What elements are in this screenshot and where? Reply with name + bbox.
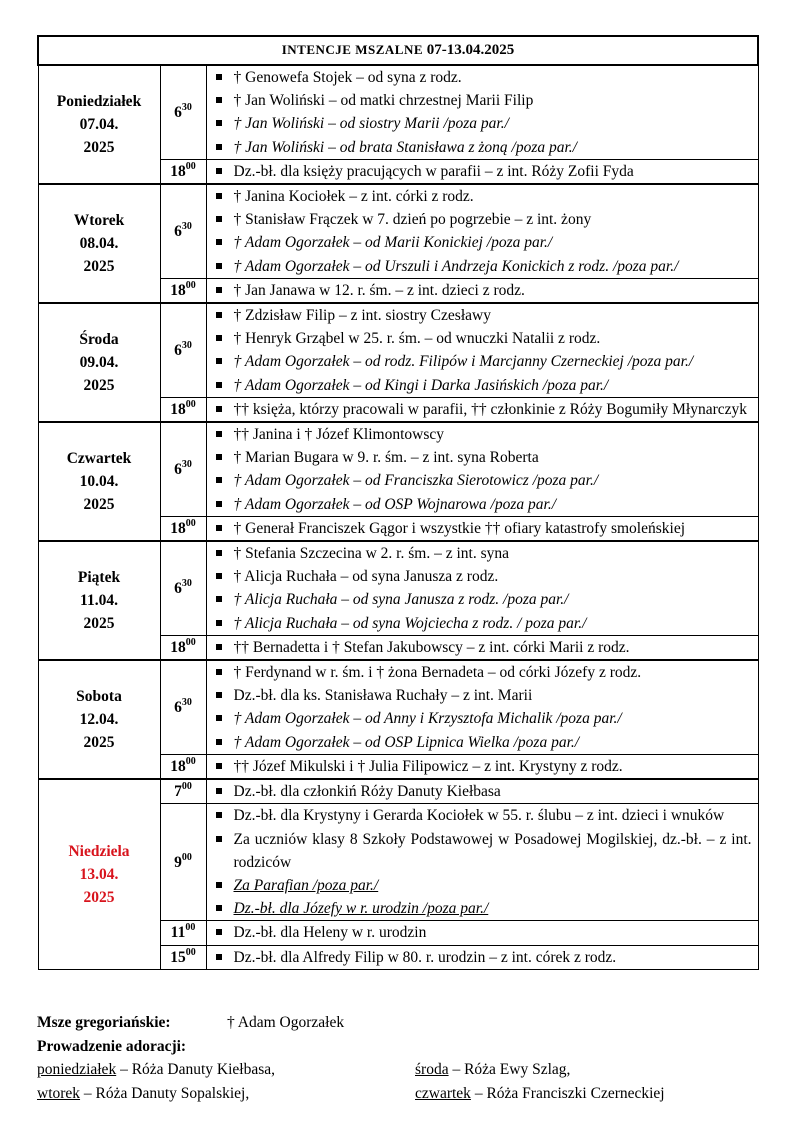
intentions-list (207, 804, 758, 920)
mass-time (160, 779, 206, 804)
mass-time (160, 184, 206, 278)
intention-item (207, 780, 758, 803)
adoration-who: – Róża Franciszki Czerneckiej (470, 1084, 665, 1102)
intention-text: † Adam Ogorzałek – od rodz. Filipów i Marcjanny Czerneckiej /poza par./ (233, 353, 694, 371)
intention-item (207, 804, 758, 827)
time-minutes: 30 (181, 220, 192, 232)
intention-text: †† księża, którzy pracowali w parafii, †† członkinie z Róży Bogumiły Młynarczyk (233, 400, 747, 418)
day-date: 09.04. (79, 354, 119, 372)
intention-text: † Adam Ogorzałek – od OSP Wojnarowa /poza par./ (233, 495, 557, 513)
intentions-cell (206, 541, 758, 635)
intention-text: † Alicja Ruchała – od syna Janusza z rodz. (233, 568, 499, 586)
intentions-list (207, 185, 758, 278)
adoration-row-1 (37, 1058, 757, 1082)
intentions-cell (206, 397, 758, 422)
day-cell (38, 65, 160, 184)
intentions-cell (206, 754, 758, 779)
mass-row (38, 660, 758, 754)
day-cell (38, 779, 160, 969)
intention-item (207, 828, 758, 874)
intention-item (207, 542, 758, 565)
mass-time (160, 278, 206, 303)
time-hour: 18 (170, 282, 186, 299)
intention-text: † Adam Ogorzałek – od OSP Lipnica Wielka /poza par./ (233, 733, 580, 751)
intention-item (207, 921, 758, 944)
intentions-list (207, 398, 758, 421)
intention-text: † Generał Franciszek Gągor i wszystkie †† ofiary katastrofy smoleńskiej (233, 519, 686, 537)
intention-item (207, 374, 758, 397)
table-title (38, 36, 758, 65)
intention-text: † Jan Woliński – od siostry Marii /poza par./ (233, 115, 509, 133)
intention-item (207, 897, 758, 920)
intention-item (207, 661, 758, 684)
intentions-list (207, 755, 758, 778)
day-date: 10.04. (79, 473, 119, 491)
intentions-list (207, 423, 758, 516)
mass-row (38, 541, 758, 635)
day-year: 2025 (83, 888, 115, 906)
intention-item (207, 255, 758, 278)
intention-item (207, 208, 758, 231)
adoration-day: poniedziałek (37, 1061, 117, 1078)
intentions-list (207, 279, 758, 302)
intention-item (207, 423, 758, 446)
time-hour: 6 (174, 342, 182, 360)
mass-time (160, 754, 206, 779)
intention-text: † Jan Janawa w 12. r. śm. – z int. dzieci z rodz. (233, 281, 525, 299)
time-hour: 18 (170, 520, 186, 538)
intention-text: Za uczniów klasy 8 Szkoły Podstawowej w Posadowej Mogilskiej, dz.-bł. – z int. rodziców (233, 830, 752, 871)
intention-text: † Genowefa Stojek – od syna z rodz. (233, 69, 462, 86)
day-name: Środa (79, 331, 119, 349)
adoration-day: czwartek (415, 1084, 471, 1102)
intention-text: † Janina Kociołek – z int. córki z rodz. (233, 188, 474, 206)
intention-item (207, 89, 758, 112)
day-name: Sobota (76, 688, 122, 706)
intention-text: † Jan Woliński – od brata Stanisława z żoną /poza par./ (233, 138, 577, 156)
title-text: INTENCJE MSZALNE (281, 42, 424, 57)
time-minutes: 00 (185, 636, 196, 648)
intention-text: † Marian Bugara w 9. r. śm. – z int. syna Roberta (233, 449, 539, 467)
time-hour: 18 (170, 639, 186, 657)
intention-text: †† Janina i † Józef Klimontowscy (233, 426, 445, 444)
intentions-cell (206, 921, 758, 945)
time-hour: 6 (174, 461, 182, 479)
time-minutes: 30 (181, 101, 192, 113)
mass-time (160, 804, 206, 921)
intentions-list (207, 160, 758, 183)
intentions-list (207, 661, 758, 754)
intentions-cell (206, 779, 758, 804)
day-cell (38, 184, 160, 303)
intention-item (207, 327, 758, 350)
time-minutes: 00 (185, 398, 196, 410)
intentions-cell (206, 516, 758, 541)
mass-time (160, 422, 206, 516)
intention-item (207, 160, 758, 183)
intention-item (207, 231, 758, 254)
intention-item (207, 565, 758, 588)
day-cell (38, 541, 160, 660)
time-minutes: 00 (185, 755, 196, 767)
intention-text: Dz.-bł. dla ks. Stanisława Ruchały – z int. Marii (233, 687, 533, 705)
intention-item (207, 755, 758, 778)
mass-time (160, 516, 206, 541)
intention-text: Dz.-bł. dla Krystyny i Gerarda Kociołek w 55. r. ślubu – z int. dzieci i wnuków (233, 807, 725, 825)
intentions-cell (206, 945, 758, 969)
day-name: Wtorek (73, 212, 125, 230)
intention-item (207, 493, 758, 516)
time-minutes: 30 (181, 458, 192, 470)
intention-item (207, 731, 758, 754)
mass-row (38, 779, 758, 804)
time-hour: 6 (174, 103, 182, 121)
intention-item (207, 517, 758, 540)
intention-item (207, 398, 758, 421)
intention-text: Dz.-bł. dla członkiń Róży Danuty Kiełbasa (233, 783, 501, 801)
adoration-who: – Róża Danuty Kiełbasa, (116, 1061, 276, 1078)
day-name: Piątek (77, 569, 121, 587)
time-hour: 18 (170, 162, 186, 180)
intention-item (207, 279, 758, 302)
adoration-heading-row (37, 1035, 757, 1059)
intention-item (207, 469, 758, 492)
intentions-list (207, 304, 758, 397)
time-minutes: 00 (185, 922, 196, 934)
intention-text: † Jan Woliński – od matki chrzestnej Marii Filip (233, 92, 534, 110)
time-minutes: 00 (185, 946, 196, 958)
intention-item (207, 684, 758, 707)
day-name: Niedziela (68, 842, 130, 860)
intention-text: † Henryk Grząbel w 25. r. śm. – od wnuczki Natalii z rodz. (233, 330, 601, 348)
mass-time (160, 159, 206, 184)
day-year: 2025 (83, 139, 115, 156)
time-hour: 6 (174, 223, 182, 240)
mass-time (160, 660, 206, 754)
footer (37, 1011, 757, 1105)
mass-time (160, 541, 206, 635)
intention-item (207, 946, 758, 969)
mass-row (38, 184, 758, 278)
day-year: 2025 (83, 377, 115, 395)
time-minutes: 00 (185, 160, 196, 172)
intentions-cell (206, 159, 758, 184)
intention-text: † Stanisław Frączek w 7. dzień po pogrzebie – z int. żony (233, 211, 592, 229)
intention-item (207, 612, 758, 635)
intention-text: † Stefania Szczecina w 2. r. śm. – z int. syna (233, 545, 509, 563)
day-year: 2025 (83, 258, 115, 276)
intention-item (207, 112, 758, 135)
day-year: 2025 (83, 615, 115, 633)
time-hour: 11 (170, 924, 186, 942)
adoration-row-2 (37, 1082, 757, 1106)
day-date: 12.04. (79, 711, 119, 729)
intention-text: † Adam Ogorzałek – od Franciszka Sierotowicz /poza par./ (233, 472, 599, 490)
mass-time (160, 303, 206, 397)
day-year: 2025 (83, 734, 115, 752)
intention-text: Dz.-bł. dla księży pracujących w parafii – z int. Róży Zofii Fyda (233, 162, 634, 180)
day-cell (38, 660, 160, 779)
adoration-who: – Róża Ewy Szlag, (448, 1061, 571, 1078)
intention-text: † Adam Ogorzałek – od Urszuli i Andrzeja Konickich z rodz. /poza par./ (233, 257, 679, 275)
intentions-list (207, 542, 758, 635)
intentions-table (37, 35, 759, 970)
intention-item (207, 185, 758, 208)
intention-text: Dz.-bł. dla Alfredy Filip w 80. r. urodzin – z int. córek z rodz. (233, 948, 617, 966)
time-minutes: 00 (185, 517, 196, 529)
time-hour: 18 (170, 401, 186, 419)
intention-item (207, 304, 758, 327)
day-cell (38, 422, 160, 541)
intention-text: †† Józef Mikulski i † Julia Filipowicz – z int. Krystyny z rodz. (233, 757, 623, 775)
mass-time (160, 635, 206, 660)
intention-text: † Adam Ogorzałek – od Kingi i Darka Jasińskich /poza par./ (233, 376, 609, 394)
day-cell (38, 303, 160, 422)
mass-time (160, 945, 206, 969)
intentions-cell (206, 660, 758, 754)
time-hour: 15 (170, 948, 186, 966)
intentions-cell (206, 65, 758, 159)
intention-text: † Alicja Ruchała – od syna Janusza z rodz. /poza par./ (233, 591, 569, 609)
intentions-cell (206, 422, 758, 516)
mass-row (38, 422, 758, 516)
intention-text: † Adam Ogorzałek – od Marii Konickiej /poza par./ (233, 234, 553, 252)
intentions-list (207, 946, 758, 969)
intention-item (207, 66, 758, 89)
intentions-sheet (37, 35, 757, 970)
intention-text: † Alicja Ruchała – od syna Wojciecha z rodz. / poza par./ (233, 614, 587, 632)
mass-row (38, 303, 758, 397)
intention-text: Za Parafian /poza par./ (233, 876, 379, 894)
day-date: 13.04. (79, 865, 119, 883)
time-minutes: 00 (181, 851, 192, 863)
intention-item (207, 446, 758, 469)
adoration-day: środa (415, 1061, 449, 1078)
gregorian-label: Msze gregoriańskie: (37, 1014, 171, 1031)
intentions-cell (206, 184, 758, 278)
intentions-list (207, 517, 758, 540)
title-dates: 07-13.04.2025 (426, 42, 515, 58)
intention-text: † Ferdynand w r. śm. i † żona Bernadeta – od córki Józefy z rodz. (233, 664, 642, 682)
day-date: 11.04. (80, 592, 118, 610)
adoration-who: – Róża Danuty Sopalskiej, (80, 1084, 250, 1102)
day-name: Poniedziałek (56, 93, 142, 110)
intention-text: Dz.-bł. dla Józefy w r. urodzin /poza par./ (233, 900, 489, 918)
intentions-cell (206, 804, 758, 921)
day-name: Czwartek (66, 450, 132, 468)
mass-time (160, 921, 206, 945)
adoration-label: Prowadzenie adoracji: (37, 1037, 187, 1055)
intentions-cell (206, 278, 758, 303)
time-minutes: 00 (185, 279, 196, 291)
time-minutes: 30 (181, 696, 192, 708)
time-minutes: 30 (181, 577, 192, 589)
time-hour: 7 (174, 783, 182, 801)
intentions-list (207, 636, 758, 659)
intention-text: † Zdzisław Filip – z int. siostry Czesławy (233, 307, 491, 325)
adoration-day: wtorek (37, 1084, 81, 1102)
day-date: 07.04. (79, 116, 119, 133)
intention-item (207, 588, 758, 611)
mass-time (160, 397, 206, 422)
time-minutes: 00 (181, 781, 192, 793)
day-date: 08.04. (79, 235, 119, 253)
intention-item (207, 874, 758, 897)
mass-row (38, 65, 758, 159)
intentions-list (207, 921, 758, 944)
intention-item (207, 136, 758, 159)
gregorian-row (37, 1011, 757, 1035)
intention-text: †† Bernadetta i † Stefan Jakubowscy – z int. córki Marii z rodz. (233, 638, 630, 656)
time-minutes: 30 (181, 339, 192, 351)
intentions-list (207, 780, 758, 803)
time-hour: 18 (170, 758, 186, 776)
time-hour: 6 (174, 699, 182, 717)
intentions-cell (206, 635, 758, 660)
intention-text: Dz.-bł. dla Heleny w r. urodzin (233, 924, 427, 942)
mass-time (160, 65, 206, 159)
gregorian-value: † Adam Ogorzałek (227, 1014, 345, 1031)
time-hour: 6 (174, 580, 182, 598)
intention-item (207, 350, 758, 373)
intention-text: † Adam Ogorzałek – od Anny i Krzysztofa Michalik /poza par./ (233, 710, 622, 728)
day-year: 2025 (83, 496, 115, 514)
intentions-cell (206, 303, 758, 397)
time-hour: 9 (174, 853, 182, 871)
intention-item (207, 707, 758, 730)
intentions-list (207, 66, 758, 159)
intention-item (207, 636, 758, 659)
